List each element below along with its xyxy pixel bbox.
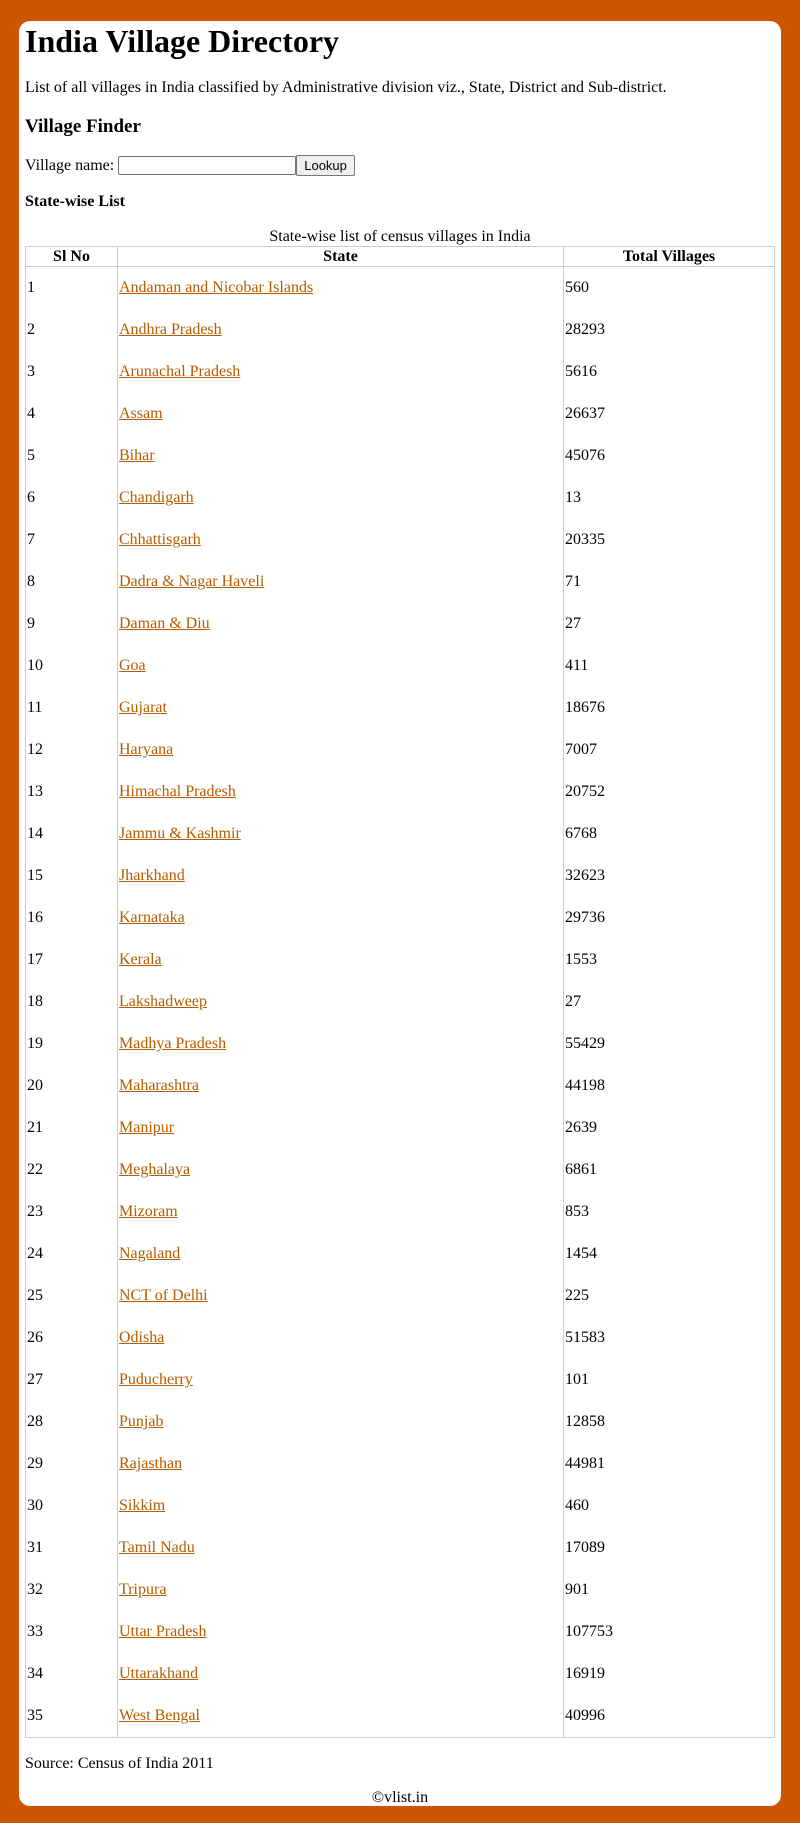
state-cell [118, 1401, 564, 1443]
total-villages-cell: 1454 [565, 1245, 597, 1262]
total-villages-cell: 51583 [565, 1329, 605, 1346]
state-link[interactable]: Kerala [119, 951, 162, 968]
total-villages-cell: 17089 [565, 1539, 605, 1556]
copyright-footer: ©vlist.in [371, 1789, 429, 1806]
table-row [26, 435, 774, 477]
header-state: State [118, 247, 564, 267]
table-caption: State-wise list of census villages in India [269, 228, 531, 245]
state-cell [118, 897, 564, 939]
state-link[interactable]: Maharashtra [119, 1077, 199, 1094]
state-cell [118, 1233, 564, 1275]
table-row [26, 1233, 774, 1275]
state-link[interactable]: Nagaland [119, 1245, 181, 1262]
total-villages-cell: 560 [565, 279, 589, 296]
sl-no-cell: 17 [26, 939, 118, 981]
state-link[interactable]: Madhya Pradesh [119, 1035, 227, 1052]
sl-no-cell: 33 [26, 1611, 118, 1653]
page-container [19, 21, 781, 1806]
table-row [26, 1611, 774, 1653]
table-row [26, 477, 774, 519]
sl-no-cell: 10 [26, 645, 118, 687]
sl-no-cell: 7 [26, 519, 118, 561]
sl-no-cell: 24 [26, 1233, 118, 1275]
table-row [26, 1485, 774, 1527]
total-villages-cell: 44981 [565, 1455, 605, 1472]
total-villages-cell: 71 [565, 573, 581, 590]
table-row [26, 1443, 774, 1485]
table-row [26, 1191, 774, 1233]
state-cell [118, 1653, 564, 1695]
total-villages-cell: 101 [565, 1371, 589, 1388]
sl-no-cell: 23 [26, 1191, 118, 1233]
state-link[interactable]: Arunachal Pradesh [119, 363, 241, 380]
table-row [26, 1149, 774, 1191]
state-cell [118, 477, 564, 519]
table-row [26, 1653, 774, 1695]
state-link[interactable]: Dadra & Nagar Haveli [119, 573, 265, 590]
state-link[interactable]: Chhattisgarh [119, 531, 201, 548]
table-row [26, 603, 774, 645]
state-link[interactable]: Punjab [119, 1413, 164, 1430]
total-villages-cell: 16919 [565, 1665, 605, 1682]
table-row [26, 939, 774, 981]
village-name-label: Village name: [25, 156, 115, 174]
state-cell [118, 1527, 564, 1569]
total-villages-cell: 107753 [565, 1623, 613, 1640]
table-row [26, 309, 774, 351]
state-cell [118, 603, 564, 645]
table-row [26, 1527, 774, 1569]
table-row [26, 1695, 774, 1737]
total-villages-cell: 6768 [565, 825, 597, 842]
sl-no-cell: 9 [26, 603, 118, 645]
state-link[interactable]: Goa [119, 657, 146, 674]
state-cell [118, 855, 564, 897]
sl-no-cell: 21 [26, 1107, 118, 1149]
table-row [26, 1401, 774, 1443]
sl-no-cell: 22 [26, 1149, 118, 1191]
state-cell [118, 729, 564, 771]
sl-no-cell: 12 [26, 729, 118, 771]
total-villages-cell: 13 [565, 489, 581, 506]
total-villages-cell: 28293 [565, 321, 605, 338]
lookup-button[interactable]: Lookup [296, 155, 355, 176]
page-title: India Village Directory [25, 23, 340, 59]
state-cell [118, 1611, 564, 1653]
total-villages-cell: 27 [565, 615, 581, 632]
table-row [26, 393, 774, 435]
village-finder-form [25, 155, 355, 176]
total-villages-cell: 225 [565, 1287, 589, 1304]
village-name-input[interactable] [118, 156, 296, 175]
sl-no-cell: 8 [26, 561, 118, 603]
state-cell [118, 1149, 564, 1191]
sl-no-cell: 29 [26, 1443, 118, 1485]
sl-no-cell: 26 [26, 1317, 118, 1359]
sl-no-cell: 3 [26, 351, 118, 393]
total-villages-cell: 55429 [565, 1035, 605, 1052]
state-cell [118, 561, 564, 603]
table-row [26, 351, 774, 393]
state-link[interactable]: Lakshadweep [119, 993, 207, 1010]
table-row [26, 897, 774, 939]
table-row [26, 771, 774, 813]
total-villages-cell: 26637 [565, 405, 605, 422]
state-link[interactable]: Haryana [119, 741, 174, 758]
total-villages-cell: 5616 [565, 363, 597, 380]
sl-no-cell: 34 [26, 1653, 118, 1695]
sl-no-cell: 25 [26, 1275, 118, 1317]
sl-no-cell: 6 [26, 477, 118, 519]
state-cell [118, 1569, 564, 1611]
state-cell [118, 519, 564, 561]
header-total-villages: Total Villages [564, 247, 774, 267]
sl-no-cell: 30 [26, 1485, 118, 1527]
sl-no-cell: 28 [26, 1401, 118, 1443]
table-row [26, 1107, 774, 1149]
state-cell [118, 771, 564, 813]
total-villages-cell: 6861 [565, 1161, 597, 1178]
state-cell [118, 309, 564, 351]
state-link[interactable]: Tripura [119, 1581, 167, 1598]
table-header-row [26, 247, 774, 267]
total-villages-cell: 45076 [565, 447, 605, 464]
sl-no-cell: 20 [26, 1065, 118, 1107]
sl-no-cell: 27 [26, 1359, 118, 1401]
table-row [26, 645, 774, 687]
state-cell [118, 1359, 564, 1401]
intro-text: List of all villages in India classified by Administrative division viz., State, District and Sub-district. [25, 79, 667, 96]
sl-no-cell: 11 [26, 687, 118, 729]
sl-no-cell: 2 [26, 309, 118, 351]
total-villages-cell: 20335 [565, 531, 605, 548]
table-row [26, 519, 774, 561]
state-cell [118, 435, 564, 477]
state-link[interactable]: Sikkim [119, 1497, 166, 1514]
state-link[interactable]: NCT of Delhi [119, 1287, 208, 1304]
state-link[interactable]: Manipur [119, 1119, 175, 1136]
state-link[interactable]: Bihar [119, 447, 155, 464]
sl-no-cell: 13 [26, 771, 118, 813]
state-link[interactable]: Gujarat [119, 699, 167, 716]
table-row [26, 813, 774, 855]
state-link[interactable]: Andhra Pradesh [119, 321, 222, 338]
state-cell [118, 1023, 564, 1065]
table-row [26, 1023, 774, 1065]
total-villages-cell: 2639 [565, 1119, 597, 1136]
state-link[interactable]: Tamil Nadu [119, 1539, 195, 1556]
state-link[interactable]: Karnataka [119, 909, 185, 926]
state-link[interactable]: Himachal Pradesh [119, 783, 236, 800]
sl-no-cell: 5 [26, 435, 118, 477]
state-link[interactable]: Jharkhand [119, 867, 185, 884]
total-villages-cell: 20752 [565, 783, 605, 800]
state-link[interactable]: Chandigarh [119, 489, 194, 506]
state-link[interactable]: Rajasthan [119, 1455, 183, 1472]
sl-no-cell: 35 [26, 1695, 118, 1737]
state-cell [118, 393, 564, 435]
state-cell [118, 351, 564, 393]
table-row [26, 1569, 774, 1611]
sl-no-cell: 4 [26, 393, 118, 435]
table-row [26, 561, 774, 603]
source-note: Source: Census of India 2011 [25, 1755, 214, 1772]
total-villages-cell: 32623 [565, 867, 605, 884]
state-cell [118, 1191, 564, 1233]
sl-no-cell: 1 [26, 267, 118, 309]
state-link[interactable]: Puducherry [119, 1371, 193, 1388]
table-body [26, 267, 774, 1737]
table-row [26, 855, 774, 897]
state-link[interactable]: Mizoram [119, 1203, 178, 1220]
table-row [26, 729, 774, 771]
state-cell [118, 645, 564, 687]
total-villages-cell: 1553 [565, 951, 597, 968]
table-row [26, 981, 774, 1023]
table-row [26, 1359, 774, 1401]
total-villages-cell: 411 [565, 657, 589, 674]
state-link[interactable]: Meghalaya [119, 1161, 191, 1178]
state-cell [118, 939, 564, 981]
state-link[interactable]: Uttar Pradesh [119, 1623, 207, 1640]
table-row [26, 1317, 774, 1359]
total-villages-cell: 40996 [565, 1707, 605, 1724]
state-cell [118, 1065, 564, 1107]
state-link[interactable]: West Bengal [119, 1707, 200, 1724]
sl-no-cell: 15 [26, 855, 118, 897]
header-sl-no: Sl No [26, 247, 118, 267]
table-row [26, 1065, 774, 1107]
total-villages-cell: 853 [565, 1203, 589, 1220]
state-link[interactable]: Andaman and Nicobar Islands [119, 279, 314, 296]
state-cell [118, 813, 564, 855]
state-link[interactable]: Daman & Diu [119, 615, 210, 632]
state-list-heading: State-wise List [25, 193, 125, 210]
sl-no-cell: 32 [26, 1569, 118, 1611]
state-cell [118, 1107, 564, 1149]
state-link[interactable]: Uttarakhand [119, 1665, 199, 1682]
state-link[interactable]: Assam [119, 405, 163, 422]
state-cell [118, 687, 564, 729]
state-cell [118, 1695, 564, 1737]
total-villages-cell: 12858 [565, 1413, 605, 1430]
state-table-wrapper [25, 227, 775, 1738]
state-cell [118, 1317, 564, 1359]
total-villages-cell: 460 [565, 1497, 589, 1514]
sl-no-cell: 19 [26, 1023, 118, 1065]
state-cell [118, 1443, 564, 1485]
village-finder-heading: Village Finder [25, 116, 141, 137]
state-table [25, 246, 775, 1738]
sl-no-cell: 31 [26, 1527, 118, 1569]
sl-no-cell: 14 [26, 813, 118, 855]
total-villages-cell: 7007 [565, 741, 597, 758]
state-cell [118, 267, 564, 309]
state-link[interactable]: Odisha [119, 1329, 165, 1346]
sl-no-cell: 16 [26, 897, 118, 939]
sl-no-cell: 18 [26, 981, 118, 1023]
total-villages-cell: 29736 [565, 909, 605, 926]
state-cell [118, 981, 564, 1023]
total-villages-cell: 901 [565, 1581, 589, 1598]
total-villages-cell: 27 [565, 993, 581, 1010]
table-row [26, 267, 774, 309]
state-link[interactable]: Jammu & Kashmir [119, 825, 241, 842]
state-cell [118, 1485, 564, 1527]
total-villages-cell: 18676 [565, 699, 605, 716]
total-villages-cell: 44198 [565, 1077, 605, 1094]
state-cell [118, 1275, 564, 1317]
table-row [26, 1275, 774, 1317]
table-row [26, 687, 774, 729]
